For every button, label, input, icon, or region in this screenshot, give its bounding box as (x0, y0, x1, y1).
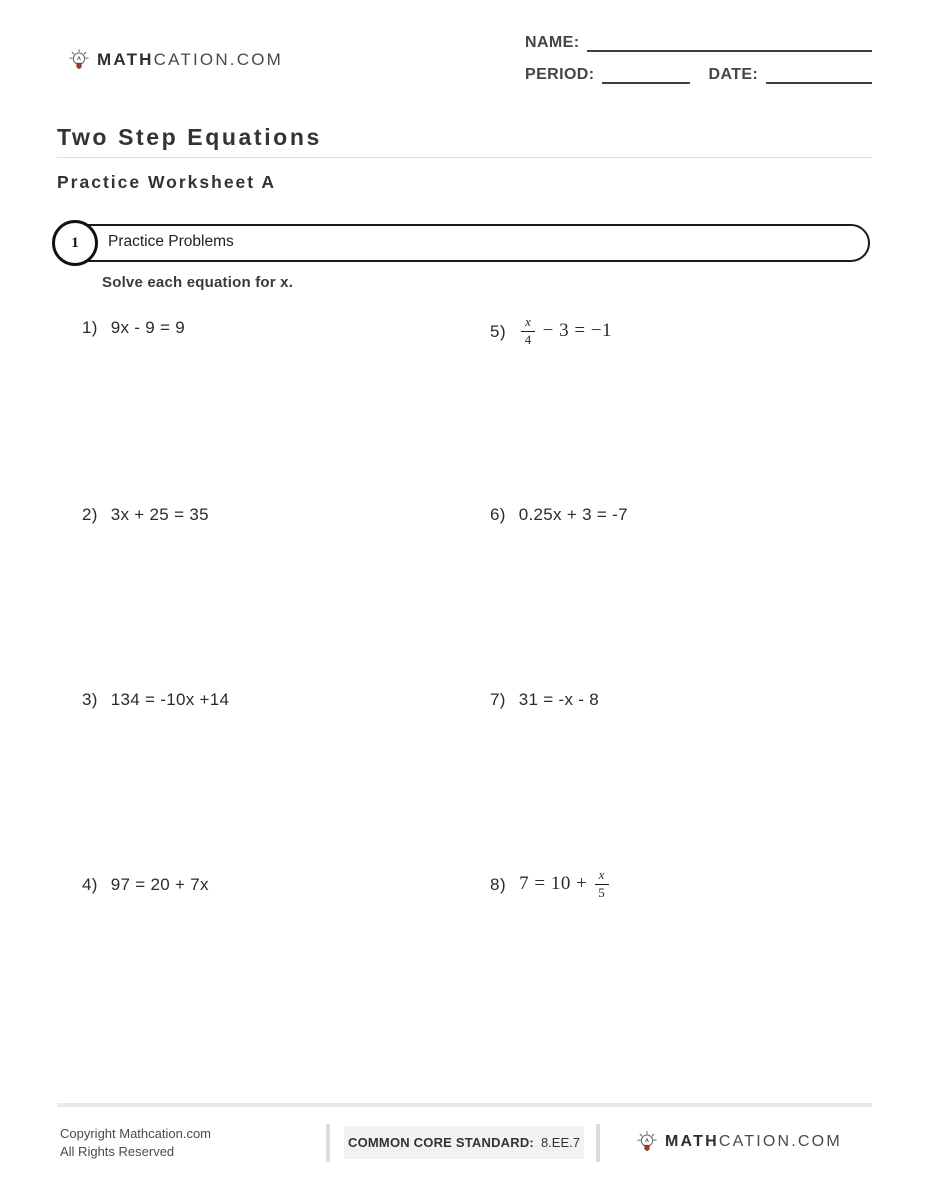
name-label: NAME: (525, 34, 580, 51)
copyright-line2: All Rights Reserved (60, 1144, 175, 1160)
problem-number: 7) (490, 690, 506, 709)
problem-7 (490, 690, 599, 710)
problem-equation: 0.25x + 3 = -7 (518, 505, 628, 524)
problem-5 (490, 315, 612, 348)
problem-1 (82, 318, 185, 338)
section-number-badge: 1 (52, 220, 98, 266)
copyright-line1: Copyright Mathcation.com (60, 1126, 212, 1141)
problem-number: 3) (82, 690, 98, 709)
footer-logo (636, 1130, 842, 1154)
logo-cation-text: CATION.COM (718, 1133, 842, 1150)
logo-wordmark (665, 1133, 842, 1151)
worksheet-subtitle: Practice Worksheet A (57, 172, 276, 192)
problem-equation: 97 = 20 + 7x (110, 875, 209, 894)
common-core-value: 8.EE.7 (540, 1135, 580, 1150)
problem-8 (490, 868, 611, 901)
student-info-fields (525, 33, 872, 97)
period-blank-line (602, 65, 690, 84)
copyright-text (60, 1125, 211, 1161)
date-blank-line (766, 65, 872, 84)
name-row (525, 33, 872, 52)
problem-number: 5) (490, 322, 507, 342)
problem-equation: 134 = -10x +14 (110, 690, 230, 709)
date-label: DATE: (708, 66, 759, 83)
footer-divider (326, 1124, 330, 1162)
fraction-denominator: 5 (598, 884, 606, 900)
equation-lead: 7 = 10 + (519, 873, 593, 895)
common-core-standard-box (344, 1126, 584, 1159)
lightbulb-icon (68, 48, 90, 72)
page-title: Two Step Equations (57, 124, 322, 150)
problem-number: 2) (82, 505, 98, 524)
footer-divider (596, 1124, 600, 1162)
period-date-row (525, 65, 872, 84)
logo-math-text: MATH (665, 1133, 719, 1150)
fraction-numerator: x (521, 315, 535, 332)
problem-number: 4) (82, 875, 98, 894)
fraction (595, 868, 609, 901)
logo-cation-text: CATION.COM (153, 50, 283, 69)
fraction-denominator: 4 (524, 331, 532, 347)
problem-number: 6) (490, 505, 506, 524)
section-label: Practice Problems (108, 233, 234, 250)
problem-2 (82, 505, 209, 525)
logo-wordmark (97, 50, 283, 70)
equation-trail: − 3 = −1 (537, 320, 613, 342)
problem-number: 8) (490, 875, 507, 895)
problem-equation: 3x + 25 = 35 (110, 505, 209, 524)
period-label: PERIOD: (525, 66, 595, 83)
logo-math-text: MATH (97, 50, 154, 69)
problem-6 (490, 505, 628, 525)
lightbulb-icon (636, 1130, 658, 1154)
fraction (521, 315, 535, 348)
header-logo (68, 48, 283, 72)
problem-3 (82, 690, 229, 710)
problem-4 (82, 875, 209, 895)
fraction-numerator: x (595, 868, 609, 885)
name-blank-line (587, 33, 872, 52)
common-core-label: COMMON CORE STANDARD: (348, 1135, 534, 1150)
problem-equation: 9x - 9 = 9 (110, 318, 186, 337)
title-divider (57, 157, 872, 158)
footer-divider-line (57, 1103, 872, 1107)
problem-number: 1) (82, 318, 98, 337)
section-instruction: Solve each equation for x. (102, 274, 294, 291)
problem-equation: 31 = -x - 8 (518, 690, 600, 709)
